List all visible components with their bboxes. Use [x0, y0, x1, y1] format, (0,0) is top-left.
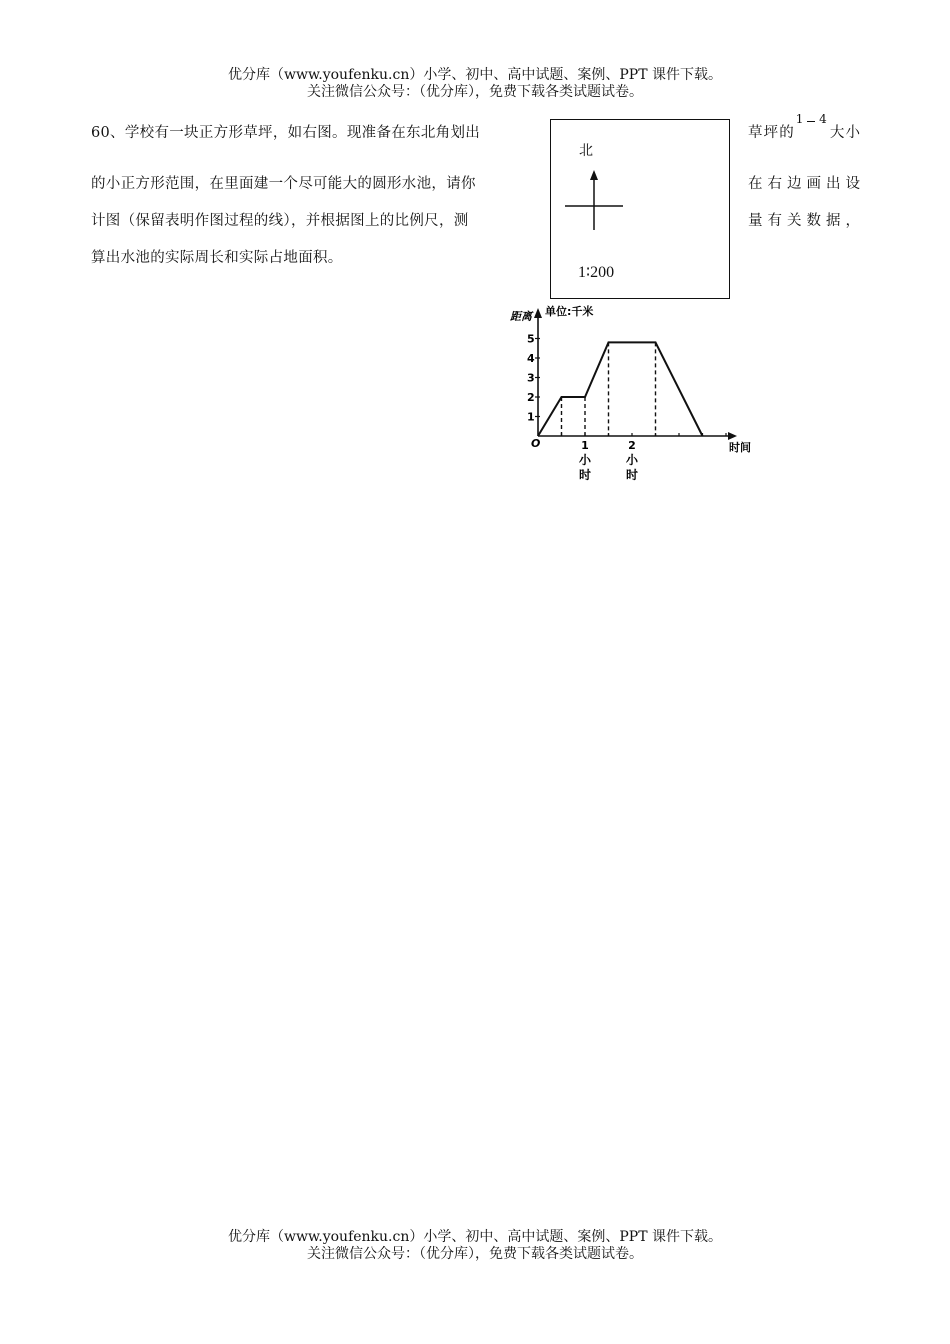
y-tick-label: 1	[527, 410, 535, 424]
char: 小	[845, 125, 860, 141]
char: 出	[826, 176, 841, 192]
chart-dashed-drops	[562, 342, 656, 436]
char: 量	[748, 213, 763, 229]
header-line-2: 关注微信公众号：（优分库），免费下载各类试题试卷。	[307, 84, 643, 100]
series-line	[538, 342, 703, 436]
x-axis-label: 时间	[729, 441, 751, 454]
fraction-numerator: 1	[795, 112, 804, 126]
x-tick-label: 2	[628, 439, 636, 452]
north-arrow-icon	[565, 170, 625, 234]
chart-axes	[534, 308, 737, 440]
fraction-denominator: 4	[819, 112, 827, 126]
char: 在	[748, 176, 763, 192]
question-line-2-right	[748, 172, 860, 193]
north-label: 北	[579, 143, 593, 159]
page-footer	[0, 1229, 950, 1263]
arrow-head	[590, 170, 598, 180]
char-with-fraction	[779, 112, 828, 142]
question-line-2: 的小正方形范围，在里面建一个尽可能大的圆形水池，请你	[91, 176, 476, 192]
fraction-one-quarter	[796, 113, 827, 126]
page-header	[0, 67, 950, 101]
char: 据	[826, 213, 841, 229]
char: 右	[767, 176, 782, 192]
char: 有	[767, 213, 782, 229]
question-line-4: 算出水池的实际周长和实际占地面积。	[91, 250, 343, 266]
footer-line-1: 优分库（www.youfenku.cn）小学、初中、高中试题、案例、PPT 课件下载。	[227, 1229, 722, 1245]
char: 大	[829, 125, 845, 141]
y-tick-label: 5	[527, 332, 535, 346]
char: 边	[787, 176, 802, 192]
chart-ticks	[527, 333, 726, 437]
y-tick-label: 3	[527, 371, 535, 385]
y-axis-label: 距离	[510, 310, 532, 323]
question-line-3-right	[748, 209, 860, 230]
x-tick-unit-char: 小	[578, 453, 592, 467]
lawn-map-square	[550, 119, 730, 299]
distance-time-chart	[495, 302, 760, 494]
footer-line-2: 关注微信公众号：（优分库），免费下载各类试题试卷。	[307, 1246, 643, 1262]
scale-label: 1∶200	[578, 264, 615, 281]
y-tick-label: 2	[527, 391, 535, 404]
char: 关	[787, 213, 802, 229]
y-tick-label: 4	[527, 352, 535, 365]
question-line-3: 计图（保留表明作图过程的线），并根据图上的比例尺，测	[91, 213, 469, 229]
x-tick-unit-char: 时	[578, 468, 592, 482]
x-tick-label: 1	[581, 439, 589, 452]
header-line-1: 优分库（www.youfenku.cn）小学、初中、高中试题、案例、PPT 课件下载。	[227, 67, 722, 83]
y-axis-arrow-icon	[534, 308, 542, 318]
x-tick-labels	[579, 439, 639, 482]
char: 设	[845, 176, 860, 192]
unit-label: 单位:千米	[545, 305, 594, 318]
fraction-bar	[807, 121, 815, 122]
char: 的	[779, 125, 794, 141]
question-line-1-right	[748, 112, 860, 142]
origin-label: O	[531, 437, 541, 450]
char: 坪	[763, 125, 779, 141]
char: ，	[845, 213, 860, 229]
question-line-1: 60、学校有一块正方形草坪，如右图。现准备在东北角划出	[91, 125, 481, 141]
char: 数	[806, 213, 821, 229]
x-tick-unit-char: 时	[625, 468, 639, 482]
x-tick-unit-char: 小	[625, 453, 639, 467]
char: 画	[806, 176, 821, 192]
x-axis-arrow-icon	[728, 432, 737, 440]
char: 草	[748, 125, 763, 141]
